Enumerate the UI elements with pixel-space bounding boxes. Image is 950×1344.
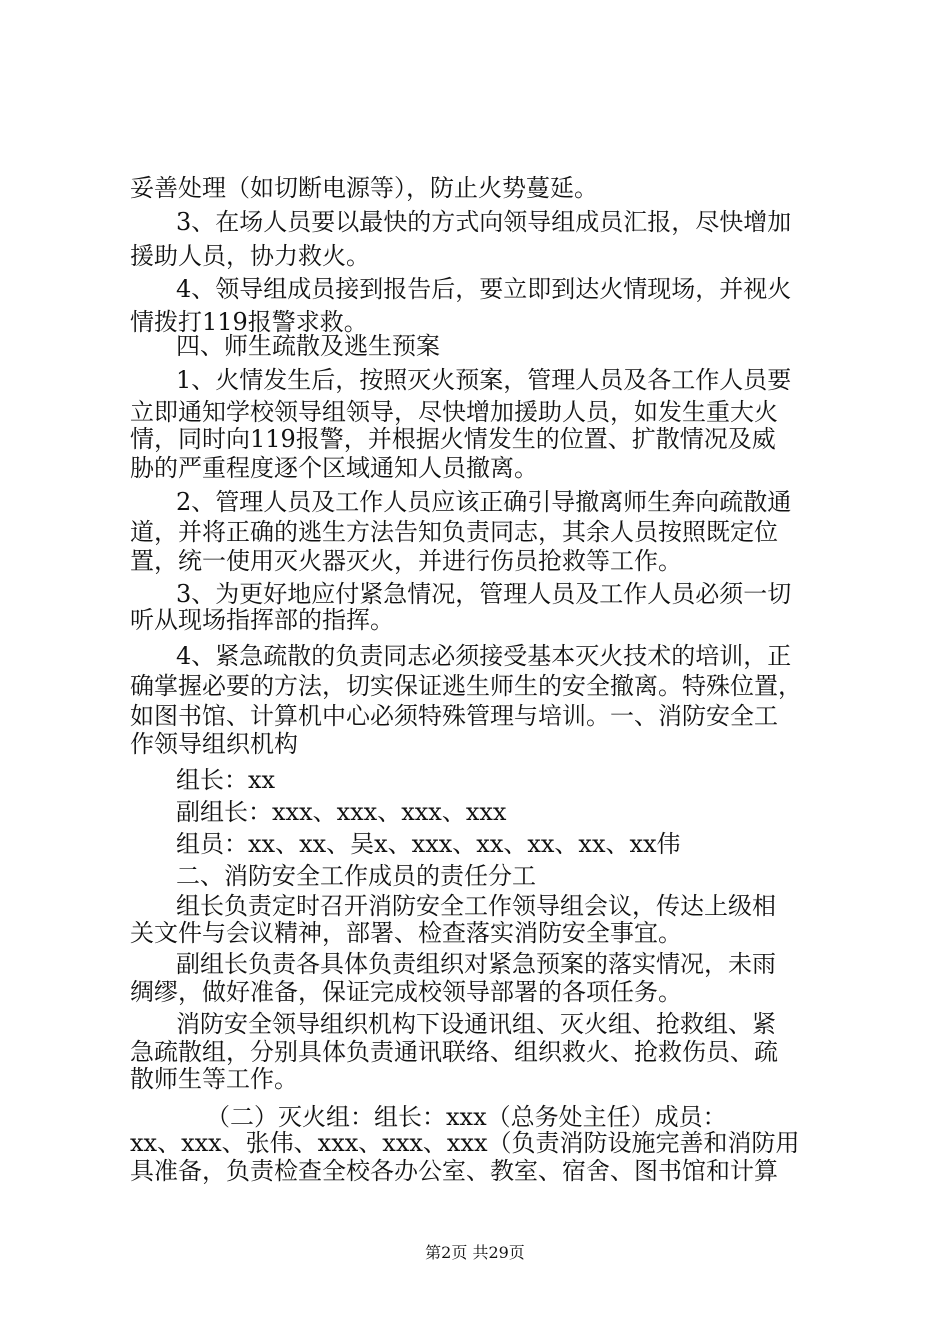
text-line: 组长负责定时召开消防安全工作领导组会议，传达上级相: [176, 892, 776, 920]
text-line: 副组长：xxx、xxx、xxx、xxx: [176, 798, 507, 826]
text-line: 1、火情发生后，按照灭火预案，管理人员及各工作人员要: [176, 366, 792, 394]
text-line: 副组长负责各具体负责组织对紧急预案的落实情况，未雨: [176, 950, 776, 978]
page-number-footer: 第2页 共29页: [425, 1243, 525, 1262]
text-line: xx、xxx、张伟、xxx、xxx、xxx（负责消防设施完善和消防用: [130, 1129, 800, 1157]
text-line: 如图书馆、计算机中心必须特殊管理与培训。一、消防安全工: [130, 702, 778, 730]
text-line: 听从现场指挥部的指挥。: [130, 606, 394, 634]
text-line: 具准备，负责检查全校各办公室、教室、宿舍、图书馆和计算: [130, 1157, 778, 1185]
text-line: 4、领导组成员接到报告后，要立即到达火情现场，并视火: [176, 275, 792, 303]
text-line: 关文件与会议精神，部署、检查落实消防安全事宜。: [130, 919, 682, 947]
text-line: 胁的严重程度逐个区域通知人员撤离。: [130, 454, 538, 482]
text-line: 组员：xx、xx、吴x、xxx、xx、xx、xx、xx伟: [176, 830, 681, 858]
text-line: 情，同时向119报警，并根据火情发生的位置、扩散情况及威: [130, 425, 776, 453]
text-line: （二）灭火组：组长：xxx（总务处主任）成员：: [206, 1103, 727, 1131]
section-heading: 二、消防安全工作成员的责任分工: [176, 862, 536, 890]
text-line: 急疏散组，分别具体负责通讯联络、组织救火、抢救伤员、疏: [130, 1038, 778, 1066]
text-line: 置，统一使用灭火器灭火，并进行伤员抢救等工作。: [130, 547, 682, 575]
text-line: 绸缪，做好准备，保证完成校领导部署的各项任务。: [130, 978, 682, 1006]
text-line: 情拨打119报警求救。: [130, 308, 368, 336]
text-line: 2、管理人员及工作人员应该正确引导撤离师生奔向疏散通: [176, 488, 792, 516]
text-line: 援助人员，协力救火。: [130, 242, 370, 270]
text-line: 立即通知学校领导组领导，尽快增加援助人员，如发生重大火: [130, 398, 778, 426]
text-line: 妥善处理（如切断电源等），防止火势蔓延。: [130, 174, 598, 202]
text-line: 4、紧急疏散的负责同志必须接受基本灭火技术的培训，正: [176, 642, 792, 670]
section-heading: 四、师生疏散及逃生预案: [176, 332, 440, 360]
text-line: 道，并将正确的逃生方法告知负责同志，其余人员按照既定位: [130, 518, 778, 546]
text-line: 3、在场人员要以最快的方式向领导组成员汇报，尽快增加: [176, 208, 792, 236]
text-line: 消防安全领导组织机构下设通讯组、灭火组、抢救组、紧: [176, 1010, 776, 1038]
text-line: 组长：xx: [176, 766, 276, 794]
text-line: 散师生等工作。: [130, 1065, 298, 1093]
text-line: 确掌握必要的方法，切实保证逃生师生的安全撤离。特殊位置，: [130, 672, 802, 700]
section-heading: 作领导组织机构: [130, 730, 298, 758]
text-line: 3、为更好地应付紧急情况，管理人员及工作人员必须一切: [176, 580, 792, 608]
